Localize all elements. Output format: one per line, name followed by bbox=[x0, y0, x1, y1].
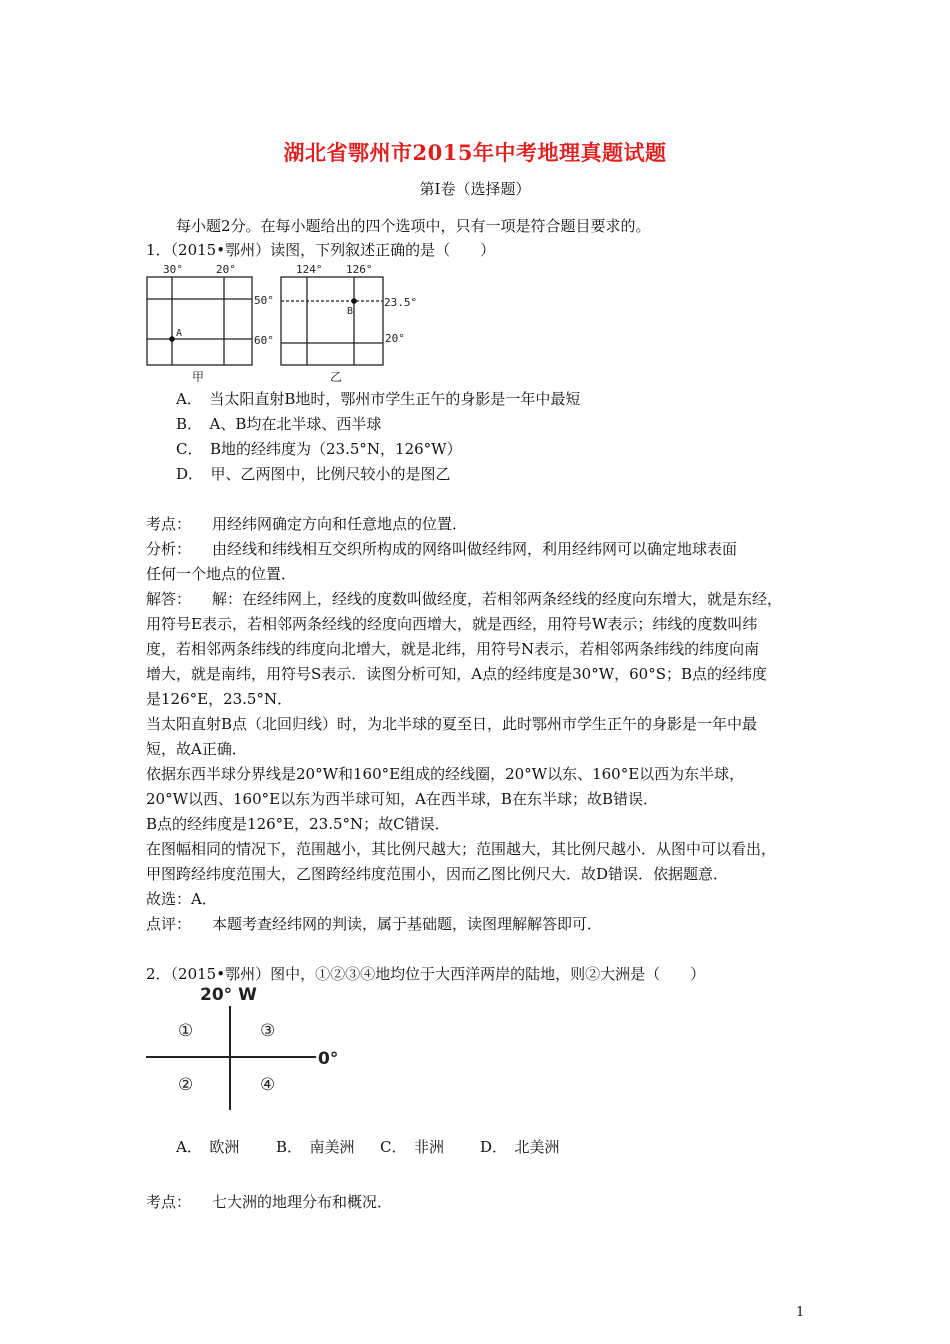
point-a-marker bbox=[169, 336, 175, 342]
q1-jieda-line: 当太阳直射B点（北回归线）时，为北半球的夏至日，此时鄂州市学生正午的身影是一年中最 bbox=[146, 715, 758, 733]
yi-lat-bottom-label: 20° bbox=[385, 332, 405, 345]
yi-lat-top-label: 23.5° bbox=[384, 296, 418, 309]
page-title: 湖北省鄂州市2015年中考地理真题试题 bbox=[283, 140, 667, 165]
quadrant-3-label: ③ bbox=[260, 1021, 276, 1041]
q1-dianping-text: 本题考查经纬网的判读，属于基础题，读图理解解答即可． bbox=[212, 915, 603, 933]
q1-jieda-line: 是126°E，23.5°N． bbox=[146, 690, 293, 708]
jia-caption: 甲 bbox=[192, 370, 205, 384]
q1-jieda-line: 短，故A正确． bbox=[146, 740, 247, 758]
q1-jieda-line: 甲图跨经纬度范围大，乙图跨经纬度范围小，因而乙图比例尺大．故D错误．依据题意． bbox=[146, 865, 729, 883]
q2-kaodian-label: 考点： bbox=[146, 1193, 192, 1211]
q1-fenxi-line-2: 任何一个地点的位置． bbox=[146, 565, 297, 583]
quadrant-2-label: ② bbox=[178, 1075, 194, 1095]
quadrant-1-label: ① bbox=[178, 1021, 194, 1041]
q2-option-b: B． 南美洲 bbox=[276, 1138, 355, 1156]
q1-jieda-line: 在图幅相同的情况下，范围越小，其比例尺越大；范围越大，其比例尺越小．从图中可以看出， bbox=[146, 840, 777, 858]
jia-lon-left-label: 30° bbox=[163, 263, 183, 276]
quadrant-4-label: ④ bbox=[260, 1075, 276, 1095]
q1-option-b: B． A、B均在北半球、西半球 bbox=[176, 415, 382, 433]
q2-option-a: A． 欧洲 bbox=[176, 1138, 240, 1156]
q1-jieda-line: 故选：A． bbox=[146, 890, 217, 908]
q1-kaodian-label: 考点： bbox=[146, 515, 192, 533]
point-b-marker bbox=[351, 298, 357, 304]
q1-dianping-label: 点评： bbox=[146, 915, 192, 933]
q2-continent-figure bbox=[140, 982, 350, 1114]
q1-jieda-line: 解：在经纬网上，经线的度数叫做经度，若相邻两条经线的经度向东增大，就是东经， bbox=[212, 590, 783, 608]
q1-stem: 1．（2015•鄂州）读图，下列叙述正确的是（ ） bbox=[146, 241, 496, 259]
yi-lon-left-label: 124° bbox=[296, 263, 323, 276]
q1-fenxi-line-1: 由经线和纬线相互交织所构成的网络叫做经纬网，利用经纬网可以确定地球表面 bbox=[212, 540, 738, 558]
q1-jieda-line: 用符号E表示，若相邻两条经线的经度向西增大，就是西经，用符号W表示；纬线的度数叫纬 bbox=[146, 615, 758, 633]
q2-option-d: D． 北美洲 bbox=[480, 1138, 560, 1156]
yi-lon-right-label: 126° bbox=[346, 263, 373, 276]
jia-point-label: A bbox=[176, 328, 183, 339]
q1-jieda-label: 解答： bbox=[146, 590, 192, 608]
q1-jieda-line: 依据东西半球分界线是20°W和160°E组成的经线圈，20°W以东、160°E以西为东半球， bbox=[146, 765, 745, 783]
q1-option-d: D． 甲、乙两图中，比例尺较小的是图乙 bbox=[176, 465, 451, 483]
q1-kaodian-text: 用经纬网确定方向和任意地点的位置． bbox=[212, 515, 468, 533]
q2-stem: 2．（2015•鄂州）图中，①②③④地均位于大西洋两岸的陆地，则②大洲是（ ） bbox=[146, 965, 706, 983]
section-subtitle: 第Ⅰ卷（选择题） bbox=[419, 180, 531, 198]
yi-point-label: B bbox=[347, 306, 354, 317]
jia-lon-right-label: 20° bbox=[216, 263, 236, 276]
q1-jieda-line: B点的经纬度是126°E，23.5°N；故C错误． bbox=[146, 815, 450, 833]
equator-label: 0° bbox=[318, 1049, 339, 1069]
q1-option-a: A． 当太阳直射B地时，鄂州市学生正午的身影是一年中最短 bbox=[176, 390, 581, 408]
q1-jieda-line: 度，若相邻两条纬线的纬度向北增大，就是北纬，用符号N表示，若相邻两条纬线的纬度向南 bbox=[146, 640, 760, 658]
q2-option-c: C． 非洲 bbox=[380, 1138, 444, 1156]
q2-kaodian-text: 七大洲的地理分布和概况． bbox=[212, 1193, 393, 1211]
q1-latlong-figure bbox=[140, 262, 430, 387]
yi-caption: 乙 bbox=[330, 370, 343, 384]
q1-jieda-line: 20°W以西、160°E以东为西半球可知，A在西半球，B在东半球；故B错误． bbox=[146, 790, 658, 808]
page-number: 1 bbox=[796, 1305, 805, 1320]
jia-lat-bottom-label: 60° bbox=[254, 334, 274, 347]
q1-fenxi-label: 分析： bbox=[146, 540, 192, 558]
q1-option-c: C． B地的经纬度为（23.5°N，126°W） bbox=[176, 440, 462, 458]
q1-jieda-line: 增大，就是南纬，用符号S表示．读图分析可知，A点的经纬度是30°W，60°S；B点的经纬度 bbox=[146, 665, 768, 683]
jia-lat-top-label: 50° bbox=[254, 294, 274, 307]
lon-20w-label: 20° W bbox=[200, 985, 257, 1005]
instruction-text: 每小题2分。在每小题给出的四个选项中，只有一项是符合题目要求的。 bbox=[176, 217, 651, 235]
